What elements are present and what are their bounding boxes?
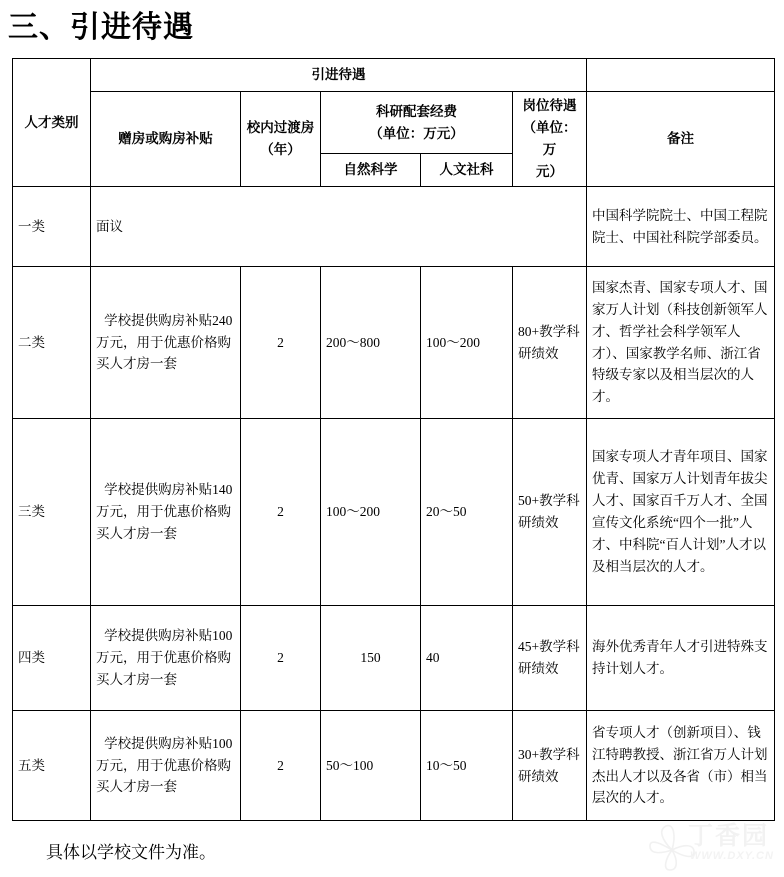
header-cell-group-benefits: 引进待遇 (91, 59, 587, 92)
header-cell-transition-housing (241, 92, 321, 187)
header-research-line2: （单位：万元） (369, 125, 464, 141)
cell-natural-science: 50〜100 (321, 711, 421, 821)
cell-category: 三类 (13, 419, 91, 606)
cell-natural-science: 100〜200 (321, 419, 421, 606)
watermark (646, 820, 778, 876)
cell-natural-science: 150 (321, 606, 421, 711)
watermark-url: WWW.DXY.CN (690, 850, 774, 862)
page-title: 三、引进待遇 (8, 11, 194, 44)
table-row (13, 711, 775, 821)
cell-transition-housing: 2 (241, 606, 321, 711)
benefits-table (12, 58, 775, 821)
header-research-line1: 科研配套经费 (376, 103, 457, 119)
flower-logo-icon (644, 820, 700, 876)
cell-remarks: 中国科学院院士、中国工程院院士、中国社科院学部委员。 (587, 187, 775, 267)
header-position-line3: 元） (536, 163, 563, 179)
header-cell-blank (587, 59, 775, 92)
cell-remarks: 海外优秀青年人才引进特殊支持计划人才。 (587, 606, 775, 711)
cell-transition-housing: 2 (241, 267, 321, 419)
header-cell-natural-science: 自然科学 (321, 154, 421, 187)
header-position-line1: 岗位待遇 (522, 98, 577, 114)
cell-housing-subsidy: 学校提供购房补贴240万元，用于优惠价格购买人才房一套 (91, 267, 241, 419)
header-cell-remarks: 备注 (587, 92, 775, 187)
table-row (13, 606, 775, 711)
table-row (13, 267, 775, 419)
header-cell-housing-subsidy: 赠房或购房补贴 (91, 92, 241, 187)
watermark-text: 丁香园 (688, 822, 770, 850)
cell-category: 四类 (13, 606, 91, 711)
cell-position-benefits: 45+教学科研绩效 (513, 606, 587, 711)
table-header-row-1 (13, 59, 775, 92)
header-cell-humanities: 人文社科 (421, 154, 513, 187)
cell-housing-subsidy: 面议 (91, 187, 587, 267)
cell-category: 二类 (13, 267, 91, 419)
cell-position-benefits: 80+教学科研绩效 (513, 267, 587, 419)
footer-note: 具体以学校文件为准。 (46, 843, 216, 862)
header-cell-category: 人才类别 (13, 59, 91, 187)
cell-humanities: 20〜50 (421, 419, 513, 606)
cell-housing-subsidy: 学校提供购房补贴140万元，用于优惠价格购买人才房一套 (91, 419, 241, 606)
cell-natural-science: 200〜800 (321, 267, 421, 419)
table-header-row-2 (13, 92, 775, 154)
header-transition-line2: （年） (260, 142, 301, 157)
table-row (13, 419, 775, 606)
cell-humanities: 40 (421, 606, 513, 711)
header-transition-line1: 校内过渡房 (246, 120, 315, 136)
header-cell-position-benefits (513, 92, 587, 187)
cell-position-benefits: 50+教学科研绩效 (513, 419, 587, 606)
cell-category: 五类 (13, 711, 91, 821)
cell-housing-subsidy: 学校提供购房补贴100万元，用于优惠价格购买人才房一套 (91, 606, 241, 711)
table-row (13, 187, 775, 267)
cell-humanities: 100〜200 (421, 267, 513, 419)
cell-position-benefits: 30+教学科研绩效 (513, 711, 587, 821)
cell-transition-housing: 2 (241, 711, 321, 821)
cell-remarks: 国家专项人才青年项目、国家优青、国家万人计划青年拔尖人才、国家百千万人才、全国宣传文化系统“四个一批”人才、中科院“百人计划”人才以及相当层次的人才。 (587, 419, 775, 606)
cell-humanities: 10〜50 (421, 711, 513, 821)
header-cell-research-funding (321, 92, 513, 154)
cell-housing-subsidy: 学校提供购房补贴100万元，用于优惠价格购买人才房一套 (91, 711, 241, 821)
header-position-line2: （单位：万 (522, 120, 577, 157)
cell-remarks: 省专项人才（创新项目）、钱江特聘教授、浙江省万人计划杰出人才以及各省（市）相当层次的人才。 (587, 711, 775, 821)
cell-remarks: 国家杰青、国家专项人才、国家万人计划（科技创新领军人才、哲学社会科学领军人才）、国家教学名师、浙江省特级专家以及相当层次的人才。 (587, 267, 775, 419)
cell-category: 一类 (13, 187, 91, 267)
cell-transition-housing: 2 (241, 419, 321, 606)
